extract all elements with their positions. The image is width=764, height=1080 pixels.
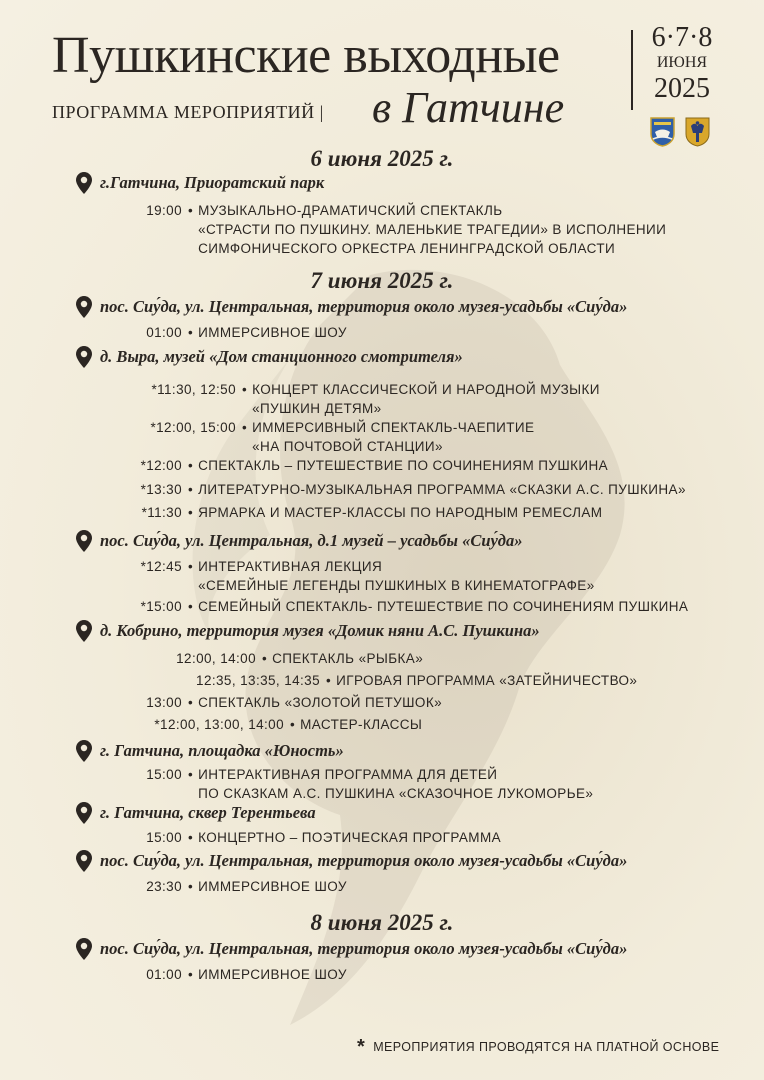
event-description: ИММЕРСИВНОЕ ШОУ <box>198 879 347 894</box>
footnote-asterisk: * <box>357 1036 366 1058</box>
event-description: СЕМЕЙНЫЙ СПЕКТАКЛЬ- ПУТЕШЕСТВИЕ ПО СОЧИНЕНИЯМ ПУШКИНА <box>198 599 689 614</box>
event-bullet: • <box>188 203 194 218</box>
event-bullet: • <box>188 830 194 845</box>
location-pin-icon <box>76 530 92 552</box>
event-description: ИММЕРСИВНОЕ ШОУ <box>198 325 347 340</box>
program-subtitle: ПРОГРАММА МЕРОПРИЯТИЙ | <box>52 102 324 122</box>
event-bullet: • <box>242 420 248 435</box>
event-description: ИГРОВАЯ ПРОГРАММА «ЗАТЕЙНИЧЕСТВО» <box>336 673 638 688</box>
event-bullet: • <box>188 599 194 614</box>
event-time: 12:00, 14:00 <box>176 651 256 666</box>
event-bullet: • <box>290 717 296 732</box>
event-item <box>60 597 688 616</box>
event-time: *11:30 <box>141 505 182 520</box>
event-bullet: • <box>188 695 194 710</box>
dates-month: ИЮНЯ <box>656 54 708 71</box>
venue-heading <box>76 346 463 368</box>
venue-name: д. Выра, музей «Дом станционного смотрителя» <box>100 347 463 366</box>
event-item <box>60 557 595 595</box>
event-bullet: • <box>188 767 194 782</box>
venue-name: г. Гатчина, сквер Терентьева <box>100 803 316 822</box>
event-item <box>60 480 686 499</box>
day-heading: 6 июня 2025 г. <box>310 146 454 171</box>
location-pin-icon <box>76 802 92 824</box>
event-item <box>60 715 422 734</box>
event-bullet: • <box>188 505 194 520</box>
event-time: 12:35, 13:35, 14:35 <box>196 673 320 688</box>
event-description: СПЕКТАКЛЬ «РЫБКА» <box>272 651 424 666</box>
event-time: 19:00 <box>146 203 182 218</box>
event-item <box>60 877 347 896</box>
location-pin-icon <box>76 620 92 642</box>
event-description: МАСТЕР-КЛАССЫ <box>300 717 423 732</box>
dates-year: 2025 <box>654 73 710 104</box>
event-bullet: • <box>326 673 332 688</box>
event-bullet: • <box>262 651 268 666</box>
event-item <box>60 503 602 522</box>
location-pin-icon <box>76 740 92 762</box>
event-time: *13:30 <box>140 482 182 497</box>
event-item <box>60 965 347 984</box>
venue-name: г.Гатчина, Приоратский парк <box>100 173 325 192</box>
event-time: 13:00 <box>146 695 182 710</box>
event-time: *12:00 <box>140 458 182 473</box>
event-item <box>60 201 666 258</box>
day-heading: 7 июня 2025 г. <box>310 268 454 293</box>
venue-heading <box>76 530 523 552</box>
event-time: *12:00, 15:00 <box>150 420 236 435</box>
event-description: КОНЦЕРТНО – ПОЭТИЧЕСКАЯ ПРОГРАММА <box>198 830 501 845</box>
location-pin-icon <box>76 346 92 368</box>
event-bullet: • <box>188 325 194 340</box>
venue-name: г. Гатчина, площадка «Юность» <box>100 741 344 760</box>
event-bullet: • <box>188 879 194 894</box>
location-pin-icon <box>76 296 92 318</box>
dates-days: 6·7·8 <box>651 22 713 53</box>
day-heading: 8 июня 2025 г. <box>310 910 454 935</box>
footnote-text: МЕРОПРИЯТИЯ ПРОВОДЯТСЯ НА ПЛАТНОЙ ОСНОВЕ <box>373 1040 720 1054</box>
venue-name: д. Кобрино, территория музея «Домик няни А.С. Пушкина» <box>100 621 540 640</box>
event-time: *15:00 <box>140 599 182 614</box>
event-description: ИММЕРСИВНЫЙ СПЕКТАКЛЬ-ЧАЕПИТИЕ «НА ПОЧТОВОЙ СТАНЦИИ» <box>252 420 535 454</box>
event-item <box>60 828 501 847</box>
event-time: 15:00 <box>146 767 182 782</box>
event-time: 01:00 <box>146 325 182 340</box>
event-item <box>60 323 347 342</box>
event-description: СПЕКТАКЛЬ «ЗОЛОТОЙ ПЕТУШОК» <box>198 695 442 710</box>
event-description: МУЗЫКАЛЬНО-ДРАМАТИЧСКИЙ СПЕКТАКЛЬ «СТРАСТИ ПО ПУШКИНУ. МАЛЕНЬКИЕ ТРАГЕДИИ» В ИСПОЛНЕНИИ СИМФОНИЧЕСКОГО ОРКЕСТРА ЛЕНИНГРАДСКОЙ ОБЛАСТИ <box>198 203 667 256</box>
event-bullet: • <box>188 967 194 982</box>
event-description: ИНТЕРАКТИВНАЯ ПРОГРАММА ДЛЯ ДЕТЕЙ ПО СКАЗКАМ А.С. ПУШКИНА «СКАЗОЧНОЕ ЛУКОМОРЬЕ» <box>198 767 594 801</box>
venue-heading <box>76 620 540 642</box>
venue-name: пос. Сиу́да, ул. Центральная, территория около музея-усадьбы «Сиу́да» <box>100 851 628 870</box>
gatchina-script-title: в Гатчине <box>372 83 565 132</box>
event-item <box>60 671 637 690</box>
event-description: ИММЕРСИВНОЕ ШОУ <box>198 967 347 982</box>
venue-heading <box>76 850 627 872</box>
event-time: *11:30, 12:50 <box>151 382 236 397</box>
venue-heading <box>76 938 627 960</box>
venue-name: пос. Сиу́да, ул. Центральная, территория около музея-усадьбы «Сиу́да» <box>100 297 628 316</box>
event-bullet: • <box>242 382 248 397</box>
location-pin-icon <box>76 850 92 872</box>
venue-name: пос. Сиу́да, ул. Центральная, д.1 музей – усадьбы «Сиу́да» <box>100 531 523 550</box>
event-time: *12:00, 13:00, 14:00 <box>154 717 284 732</box>
event-item <box>60 693 442 712</box>
event-time: *12:45 <box>140 559 182 574</box>
event-description: ЛИТЕРАТУРНО-МУЗЫКАЛЬНАЯ ПРОГРАММА «СКАЗКИ А.С. ПУШКИНА» <box>198 482 686 497</box>
event-description: ИНТЕРАКТИВНАЯ ЛЕКЦИЯ «СЕМЕЙНЫЕ ЛЕГЕНДЫ ПУШКИНЫХ В КИНЕМАТОГРАФЕ» <box>198 559 595 593</box>
event-item <box>60 765 593 803</box>
venue-name: пос. Сиу́да, ул. Центральная, территория около музея-усадьбы «Сиу́да» <box>100 939 628 958</box>
venue-heading <box>76 172 324 194</box>
event-time: 01:00 <box>146 967 182 982</box>
event-item <box>60 456 608 475</box>
footnote <box>357 1036 720 1058</box>
event-time: 15:00 <box>146 830 182 845</box>
venue-heading <box>76 296 627 318</box>
event-item <box>60 418 534 456</box>
event-item <box>60 380 600 418</box>
event-item <box>60 649 423 668</box>
venue-heading <box>76 802 316 824</box>
event-description: СПЕКТАКЛЬ – ПУТЕШЕСТВИЕ ПО СОЧИНЕНИЯМ ПУШКИНА <box>198 458 609 473</box>
event-description: ЯРМАРКА И МАСТЕР-КЛАССЫ ПО НАРОДНЫМ РЕМЕСЛАМ <box>198 505 603 520</box>
venue-heading <box>76 740 344 762</box>
location-pin-icon <box>76 938 92 960</box>
event-bullet: • <box>188 559 194 574</box>
event-bullet: • <box>188 458 194 473</box>
event-bullet: • <box>188 482 194 497</box>
event-time: 23:30 <box>146 879 182 894</box>
poster-title: Пушкинские выходные <box>52 27 560 84</box>
event-description: КОНЦЕРТ КЛАССИЧЕСКОЙ И НАРОДНОЙ МУЗЫКИ «ПУШКИН ДЕТЯМ» <box>252 382 600 416</box>
location-pin-icon <box>76 172 92 194</box>
